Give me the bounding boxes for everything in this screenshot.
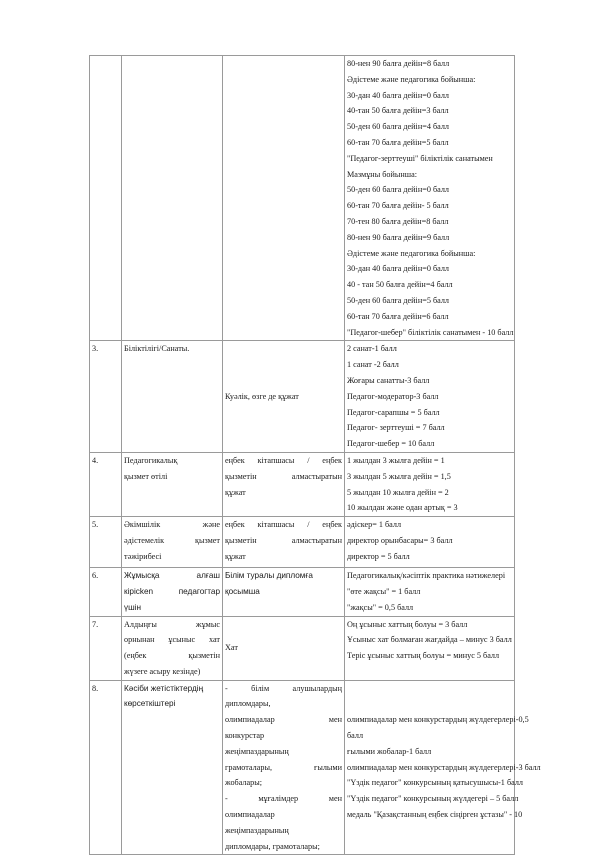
cell-criterion — [122, 341, 223, 453]
cell-number — [90, 568, 122, 616]
score-line: Педагог- зерттеуші = 7 балл — [347, 423, 445, 433]
score-line: 60-тан 70 балға дейін=6 балл — [347, 311, 449, 321]
score-line: Әдістеме және педагогика бойынша: — [347, 248, 476, 258]
criterion-line: орнынан ұсыныс хат — [124, 635, 220, 645]
criterion-line: Жұмысқа алғаш — [124, 571, 220, 581]
document-line: грамоталары, ғылыми — [225, 762, 342, 772]
criterion-line: Біліктілігі/Санаты. — [124, 344, 190, 354]
cell-document — [223, 56, 345, 341]
criterion-line: жүзеге асыру кезінде) — [124, 666, 201, 676]
score-line: Жоғары санатты-3 балл — [347, 375, 430, 385]
criterion-line: қызмет өтілі — [124, 471, 168, 481]
criterion-line: Педагогикалық — [124, 455, 178, 465]
score-line: 3 жылдан 5 жылға дейін = 1,5 — [347, 471, 451, 481]
score-line: 80-нен 90 балға дейін=9 балл — [347, 232, 450, 242]
criterion-line: көрсеткіштері — [124, 699, 176, 709]
score-line: олимпиадалар мен конкурстардың жүлдегерлері-3 балл — [347, 762, 541, 772]
criterion-line: үшін — [124, 602, 142, 612]
cell-document — [223, 341, 345, 453]
cell-criterion — [122, 680, 223, 855]
row-number: 6. — [92, 571, 99, 581]
score-line: Мазмұны бойынша: — [347, 169, 417, 179]
score-line: Педагог-шебер = 10 балл — [347, 439, 435, 449]
cell-document — [223, 568, 345, 616]
criterion-line: тәжірибесі — [124, 551, 162, 561]
criteria-table — [89, 55, 541, 855]
score-line: 50-ден 60 балға дейін=0 балл — [347, 185, 450, 195]
cell-document — [223, 452, 345, 516]
score-line: 2 санат-1 балл — [347, 344, 397, 354]
score-line: 30-дан 40 балға дейін=0 балл — [347, 264, 450, 274]
table-row-continuation — [90, 56, 515, 341]
criterion-line: (еңбек қызметін — [124, 651, 220, 661]
score-line: 10 жылдан және одан артық = 3 — [347, 503, 458, 513]
document-line: олимпиадалар — [225, 810, 275, 820]
score-line: "Үздік педагог" конкурсының жүлдегері – 5 балл — [347, 794, 519, 804]
score-line: 80-нен 90 балға дейін=8 балл — [347, 59, 450, 68]
document-line: конкурстар — [225, 731, 265, 741]
criteria-table-body — [90, 56, 541, 855]
score-line: Педагог-модератор-3 балл — [347, 391, 439, 401]
row-number: 8. — [92, 683, 99, 693]
table-row — [90, 452, 515, 516]
score-line: балл — [347, 731, 364, 741]
criterion-line: Әкімшілік және — [124, 520, 220, 530]
score-line: Теріс ұсыныс хаттың болуы = минус 5 балл — [347, 651, 500, 661]
table-row — [90, 517, 515, 568]
document-line: олимпиадалар мен — [225, 715, 342, 725]
cell-criterion — [122, 56, 223, 341]
document-line: Хат — [225, 643, 238, 653]
cell-number — [90, 517, 122, 568]
cell-number — [90, 56, 122, 341]
cell-criterion — [122, 452, 223, 516]
score-line: 60-тан 70 балға дейін- 5 балл — [347, 201, 449, 211]
cell-score — [345, 452, 515, 516]
score-line: "Педагог-шебер" біліктілік санатымен - 10 балл — [347, 327, 514, 337]
cell-score — [345, 341, 515, 453]
document-line: дипломдары, грамоталары; — [225, 841, 320, 851]
document-line: еңбек кітапшасы / еңбек — [225, 455, 342, 465]
row-number: 3. — [92, 344, 99, 354]
score-line: Педагогикалық/кәсіптік практика нәтижелері — [347, 571, 506, 581]
document-line: қосымша — [225, 586, 260, 596]
score-line: Педагог-сарапшы = 5 балл — [347, 407, 440, 417]
document-line: Куәлік, өзге де құжат — [225, 391, 299, 401]
score-line: "өте жақсы" = 1 балл — [347, 586, 421, 596]
document-line: жобалары; — [225, 778, 263, 788]
cell-score — [345, 568, 515, 616]
cell-score — [345, 56, 515, 341]
table-row — [90, 680, 515, 855]
cell-number — [90, 680, 122, 855]
cell-score — [345, 517, 515, 568]
score-line: ғылыми жобалар-1 балл — [347, 746, 432, 756]
score-line: "жақсы" = 0,5 балл — [347, 602, 414, 612]
score-line: олимпиадалар мен конкурстардың жүлдегерлері-0,5 — [347, 715, 529, 725]
score-line: директор орынбасары= 3 балл — [347, 535, 453, 545]
score-line: "Үздік педагог" конкурсының қатысушысы-1 балл — [347, 778, 523, 788]
cell-document — [223, 517, 345, 568]
table-row — [90, 616, 515, 680]
row-number: 7. — [92, 619, 99, 629]
criterion-line: әдістемелік қызмет — [124, 535, 220, 545]
cell-number — [90, 341, 122, 453]
score-line: 30-дан 40 балға дейін=0 балл — [347, 90, 450, 100]
cell-document — [223, 616, 345, 680]
cell-score — [345, 680, 541, 855]
score-line: директор = 5 балл — [347, 551, 410, 561]
score-line: 5 жылдан 10 жылға дейін = 2 — [347, 487, 449, 497]
document-line: құжат — [225, 487, 246, 497]
table-row — [90, 341, 515, 453]
document-line: құжат — [225, 551, 246, 561]
document-line: еңбек кітапшасы / еңбек — [225, 520, 342, 530]
document-line: - білім алушылардың — [225, 683, 342, 693]
score-line: 40-тан 50 балға дейін=3 балл — [347, 106, 449, 116]
cell-number — [90, 452, 122, 516]
cell-score — [345, 616, 515, 680]
score-line: 1 жылдан 3 жылға дейін = 1 — [347, 455, 445, 465]
criterion-line: Алдыңғы жұмыс — [124, 619, 220, 629]
criterion-line: Кәсіби жетістіктердің — [124, 683, 204, 693]
cell-document — [223, 680, 345, 855]
document-line: - мұғалімдер мен — [225, 794, 342, 804]
cell-criterion — [122, 517, 223, 568]
score-line: 1 санат -2 балл — [347, 360, 399, 370]
row-number: 5. — [92, 520, 99, 530]
score-line: 70-тен 80 балға дейін=8 балл — [347, 216, 449, 226]
document-line: қызметін алмастыратын — [225, 535, 342, 545]
score-line: 40 - тан 50 балға дейін=4 балл — [347, 280, 453, 290]
document-line: жеңімпаздарының — [225, 746, 289, 756]
cell-criterion — [122, 568, 223, 616]
criterion-line: кірісken педагогтар — [124, 586, 220, 596]
score-line: 50-ден 60 балға дейін=5 балл — [347, 295, 450, 305]
score-line: 60-тан 70 балға дейін=5 балл — [347, 137, 449, 147]
score-line: әдіскер= 1 балл — [347, 520, 402, 530]
score-line: Ұсыныс хат болмаған жағдайда – минус 3 балл — [347, 635, 512, 645]
score-line: Әдістеме және педагогика бойынша: — [347, 74, 476, 84]
score-line: 50-ден 60 балға дейін=4 балл — [347, 122, 450, 132]
document-line: жеңімпаздарының — [225, 825, 289, 835]
document-line: дипломдары, — [225, 699, 271, 709]
cell-number — [90, 616, 122, 680]
score-line: Оң ұсыныс хаттың болуы = 3 балл — [347, 619, 468, 629]
score-line: медаль "Қазақстанның еңбек сіңірген ұстазы" - 10 — [347, 810, 523, 820]
row-number: 4. — [92, 455, 99, 465]
table-row — [90, 568, 515, 616]
document-line: қызметін алмастыратын — [225, 471, 342, 481]
cell-criterion — [122, 616, 223, 680]
document-line: Білім туралы дипломға — [225, 571, 313, 581]
score-line: "Педагог-зерттеуші" біліктілік санатымен — [347, 153, 493, 163]
